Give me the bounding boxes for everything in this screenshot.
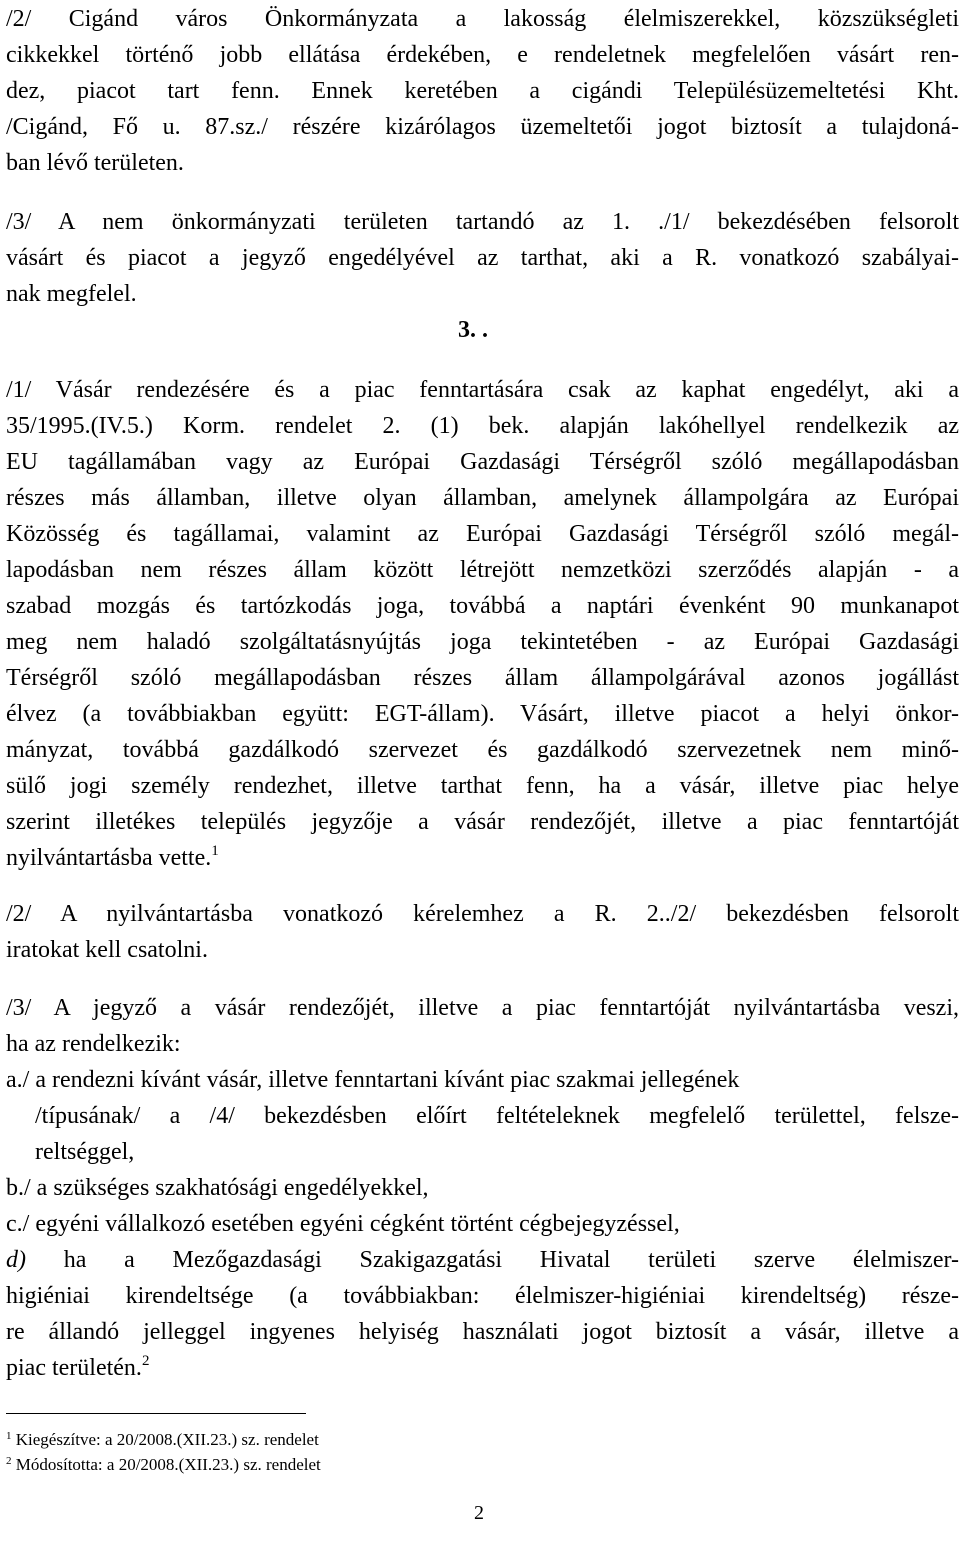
text-line: /2/ Cigánd város Önkormányzata a lakosság élelmiszerekkel, közszükségleti [6,6,959,32]
list-item-a-cont: /típusának/ a /4/ bekezdésben előírt feltételeknek megfelelő területtel, felsze- [35,1103,959,1129]
text-line: re állandó jelleggel ingyenes helyiség használati jogot biztosít a vásár, illetve a [6,1319,959,1345]
text-span: ha a Mezőgazdasági Szakigazgatási Hivatal területi szerve élelmiszer- [26,1247,959,1273]
text-line: /2/ A nyilvántartásba vonatkozó kérelemhez a R. 2../2/ bekezdésben felsorolt [6,901,959,927]
footnote-ref[interactable]: 2 [141,1353,150,1369]
text-span: piac területén. [6,1355,142,1381]
page-number: 2 [474,1502,484,1524]
text-line [6,1351,149,1385]
text-line: /3/ A jegyző a vásár rendezőjét, illetve a piac fenntartóját nyilvántartásba veszi, [6,995,959,1021]
text-line: /1/ Vásár rendezésére és a piac fenntartására csak az kaphat engedélyt, aki a [6,377,959,403]
list-item-a: a./ a rendezni kívánt vásár, illetve fenntartani kívánt piac szakmai jellegének [6,1067,740,1093]
footnote-number: 1 [6,1430,12,1442]
list-item-d [6,1243,959,1277]
list-item-a-cont: reltséggel, [35,1139,135,1165]
text-line: 35/1995.(IV.5.) Korm. rendelet 2. (1) bek. alapján lakóhellyel rendelkezik az [6,413,959,439]
text-span: nyilvántartásba vette. [6,845,212,871]
text-line: részes más államban, illetve olyan államban, amelynek állampolgára az Európai [6,485,959,511]
list-item-b: b./ a szükséges szakhatósági engedélyekkel, [6,1175,429,1201]
footnote-1 [6,1428,319,1452]
text-line: /Cigánd, Fő u. 87.sz./ részére kizárólagos üzemeltetői jogot biztosít a tulajdoná- [6,114,959,140]
footnote-number: 2 [6,1455,12,1467]
text-line: ha az rendelkezik: [6,1031,181,1057]
text-line: iratokat kell csatolni. [6,937,208,963]
text-line: Térségről szóló megállapodásban részes állam állampolgárával azonos jogállást [6,665,959,691]
text-line: mányzat, továbbá gazdálkodó szervezet és gazdálkodó szervezetnek nem minő- [6,737,959,763]
footnote-ref[interactable]: 1 [211,843,219,859]
text-line: /3/ A nem önkormányzati területen tartandó az 1. ./1/ bekezdésében felsorolt [6,209,959,235]
footnote-divider [6,1413,306,1414]
text-line: szerint illetékes település jegyzője a vásár rendezőjét, illetve a piac fenntartóját [6,809,959,835]
text-line: sülő jogi személy rendezhet, illetve tarthat fenn, ha a vásár, illetve piac helye [6,773,959,799]
text-line: cikkekkel történő jobb ellátása érdekében, e rendeletnek megfelelően vásárt ren- [6,42,959,68]
text-line [6,841,219,875]
text-line: Közösség és tagállamai, valamint az Európai Gazdasági Térségről szóló megál- [6,521,959,547]
section-heading: 3. . [458,317,488,343]
footnote-text: Módosította: a 20/2008.(XII.23.) sz. rendelet [15,1455,321,1474]
list-item-d-label: d) [6,1247,26,1273]
footnote-text: Kiegészítve: a 20/2008.(XII.23.) sz. rendelet [15,1430,319,1449]
list-item-c: c./ egyéni vállalkozó esetében egyéni cégként történt cégbejegyzéssel, [6,1211,680,1237]
text-line: meg nem haladó szolgáltatásnyújtás joga tekintetében - az Európai Gazdasági [6,629,959,655]
text-line: szabad mozgás és tartózkodás joga, továbbá a naptári évenként 90 munkanapot [6,593,959,619]
text-line: EU tagállamában vagy az Európai Gazdasági Térségről szóló megállapodásban [6,449,959,475]
text-line: dez, piacot tart fenn. Ennek keretében a cigándi Településüzemeltetési Kht. [6,78,959,104]
footnote-2 [6,1453,321,1477]
text-line: élvez (a továbbiakban együtt: EGT-állam). Vásárt, illetve piacot a helyi önkor- [6,701,959,727]
text-line: vásárt és piacot a jegyző engedélyével az tarthat, aki a R. vonatkozó szabályai- [6,245,959,271]
text-line: nak megfelel. [6,281,137,307]
text-line: higiéniai kirendeltsége (a továbbiakban: élelmiszer-higiéniai kirendeltség) része- [6,1283,959,1309]
text-line: lapodásban nem részes állam között létrejött nemzetközi szerződés alapján - a [6,557,959,583]
text-line: ban lévő területen. [6,150,184,176]
